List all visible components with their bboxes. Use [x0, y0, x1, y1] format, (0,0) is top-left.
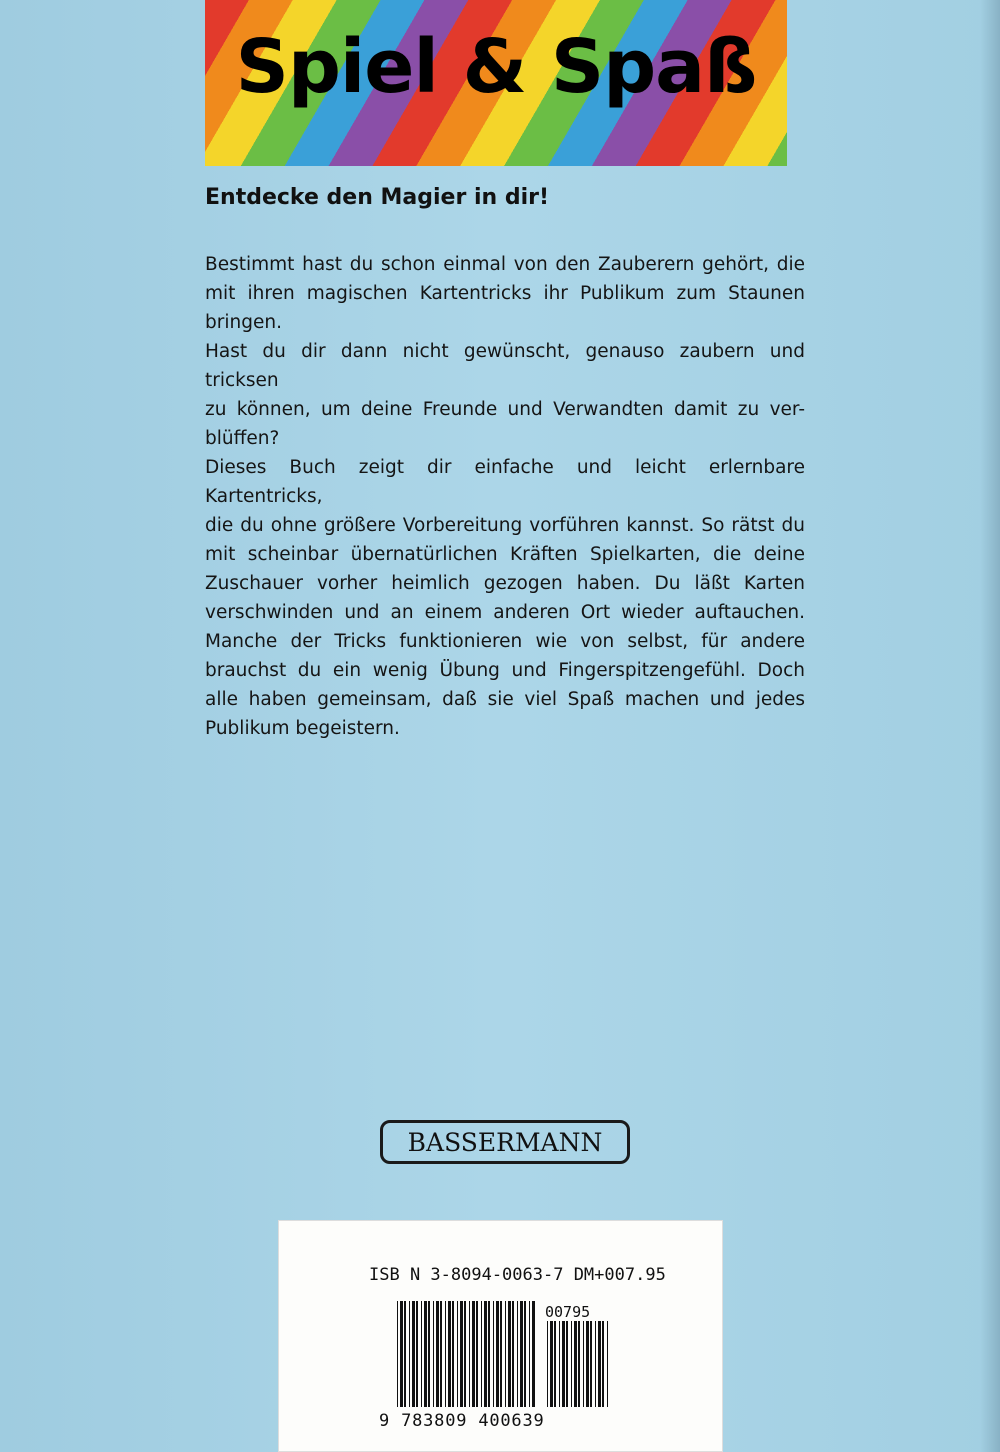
blurb-line: verschwinden und an einem anderen Ort wieder auftauchen. [205, 602, 805, 623]
blurb-line: brauchst du ein wenig Übung und Fingerspitzengefühl. Doch [205, 660, 805, 681]
blurb-line: Manche der Tricks funktionieren wie von selbst, für andere [205, 631, 805, 652]
blurb-line: zu können, um deine Freunde und Verwandten damit zu ver- [205, 399, 805, 420]
price-code: 00795 [545, 1303, 591, 1321]
blurb-line: Publikum begeistern. [205, 718, 400, 739]
barcode-addon-icon [547, 1321, 611, 1407]
cover-edge-shadow [980, 0, 1000, 1452]
blurb-line: blüffen? [205, 428, 280, 449]
ean-digits: 9 783809 400639 [379, 1411, 545, 1431]
blurb-line: die du ohne größere Vorbereitung vorführen kannst. So rätst du [205, 515, 805, 536]
barcode-label [278, 1220, 723, 1452]
blurb-line: bringen. [205, 312, 282, 333]
blurb-heading: Entdecke den Magier in dir! [205, 185, 550, 210]
blurb-line: Zuschauer vorher heimlich gezogen haben. Du läßt Karten [205, 573, 805, 594]
blurb-line: alle haben gemeinsam, daß sie viel Spaß machen und jedes [205, 689, 805, 710]
blurb-line: Bestimmt hast du schon einmal von den Zauberern gehört, die [205, 254, 805, 275]
blurb-line: Hast du dir dann nicht gewünscht, genauso zaubern und tricksen [205, 341, 805, 391]
isbn-line: ISB N 3-8094-0063-7 DM+007.95 [369, 1265, 666, 1285]
blurb-line: Dieses Buch zeigt dir einfache und leicht erlernbare Kartentricks, [205, 457, 805, 507]
barcode-icon [397, 1301, 537, 1407]
blurb-line: mit scheinbar übernatürlichen Kräften Spielkarten, die deine [205, 544, 805, 565]
publisher-name: BASSERMANN [407, 1127, 603, 1157]
publisher-logo [380, 1120, 630, 1164]
blurb-text [205, 250, 805, 743]
series-banner [205, 0, 787, 166]
series-title: Spiel & Spaß [235, 24, 757, 110]
blurb-line: mit ihren magischen Kartentricks ihr Publikum zum Staunen [205, 283, 805, 304]
